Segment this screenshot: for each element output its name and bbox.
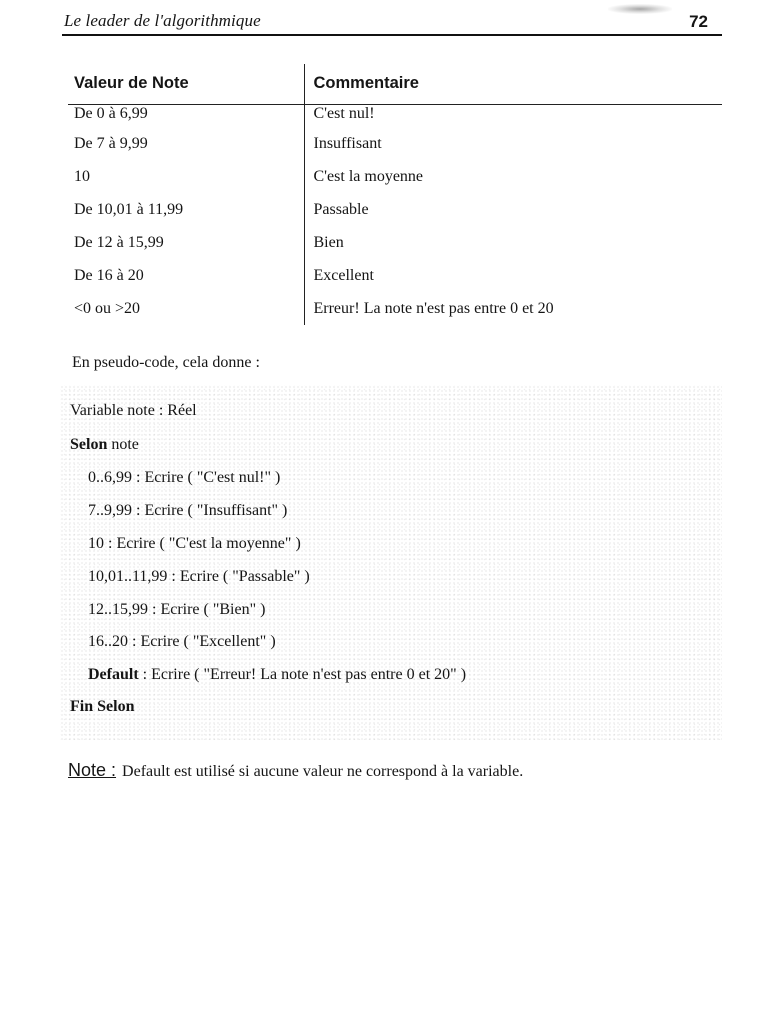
code-line-variable: Variable note : Réel	[70, 402, 197, 419]
table-row	[68, 226, 722, 259]
note-paragraph	[68, 760, 523, 781]
default-action: : Ecrire ( "Erreur! La note n'est pas entre 0 et 20" )	[138, 666, 467, 683]
table-row	[68, 105, 722, 128]
column-header-comment: Commentaire	[304, 64, 722, 105]
table-cell-range: De 0 à 6,99	[74, 105, 148, 122]
table-cell-comment: C'est la moyenne	[304, 160, 722, 193]
default-keyword: Default	[88, 666, 139, 683]
code-line-selon	[70, 436, 139, 454]
code-line-case: 10,01..11,99 : Ecrire ( "Passable" )	[88, 568, 310, 585]
grade-table	[68, 64, 722, 325]
table-row	[68, 193, 722, 226]
page-number: 72	[689, 12, 708, 31]
column-header-value: Valeur de Note	[68, 64, 304, 105]
table-row	[68, 292, 722, 325]
table-cell-range: 10	[74, 167, 90, 185]
table-cell-range: De 12 à 15,99	[74, 233, 164, 251]
code-line-case: 7..9,99 : Ecrire ( "Insuffisant" )	[88, 502, 288, 519]
running-title: Le leader de l'algorithmique	[64, 11, 261, 30]
code-line-case: 16..20 : Ecrire ( "Excellent" )	[88, 633, 276, 650]
pseudo-code-block	[60, 385, 722, 740]
table-header-row	[68, 64, 722, 105]
table-cell-comment: C'est nul!	[304, 105, 722, 128]
table-row	[68, 127, 722, 160]
code-line-case: 12..15,99 : Ecrire ( "Bien" )	[88, 601, 266, 618]
table-cell-comment: Excellent	[304, 259, 722, 292]
table-cell-range: De 16 à 20	[74, 266, 144, 284]
note-label: Note :	[68, 760, 117, 780]
table-cell-range: De 7 à 9,99	[74, 134, 148, 152]
note-text: Default est utilisé si aucune valeur ne correspond à la variable.	[122, 763, 524, 780]
table-cell-comment: Bien	[304, 226, 722, 259]
table-row	[68, 259, 722, 292]
code-line-default	[88, 666, 466, 684]
table-cell-range: <0 ou >20	[74, 299, 141, 317]
table-cell-comment: Insuffisant	[304, 127, 722, 160]
running-header	[62, 8, 722, 36]
table-cell-range: De 10,01 à 11,99	[74, 200, 184, 218]
code-line-end: Fin Selon	[70, 698, 135, 715]
scan-smudge	[608, 4, 672, 14]
table-cell-comment: Passable	[304, 193, 722, 226]
code-line-case: 0..6,99 : Ecrire ( "C'est nul!" )	[88, 469, 281, 486]
selon-keyword: Selon	[70, 436, 108, 453]
selon-subject: note	[107, 436, 139, 453]
code-line-case: 10 : Ecrire ( "C'est la moyenne" )	[88, 535, 301, 552]
table-cell-comment: Erreur! La note n'est pas entre 0 et 20	[304, 292, 722, 325]
table-row	[68, 160, 722, 193]
intro-paragraph: En pseudo-code, cela donne :	[72, 354, 260, 371]
